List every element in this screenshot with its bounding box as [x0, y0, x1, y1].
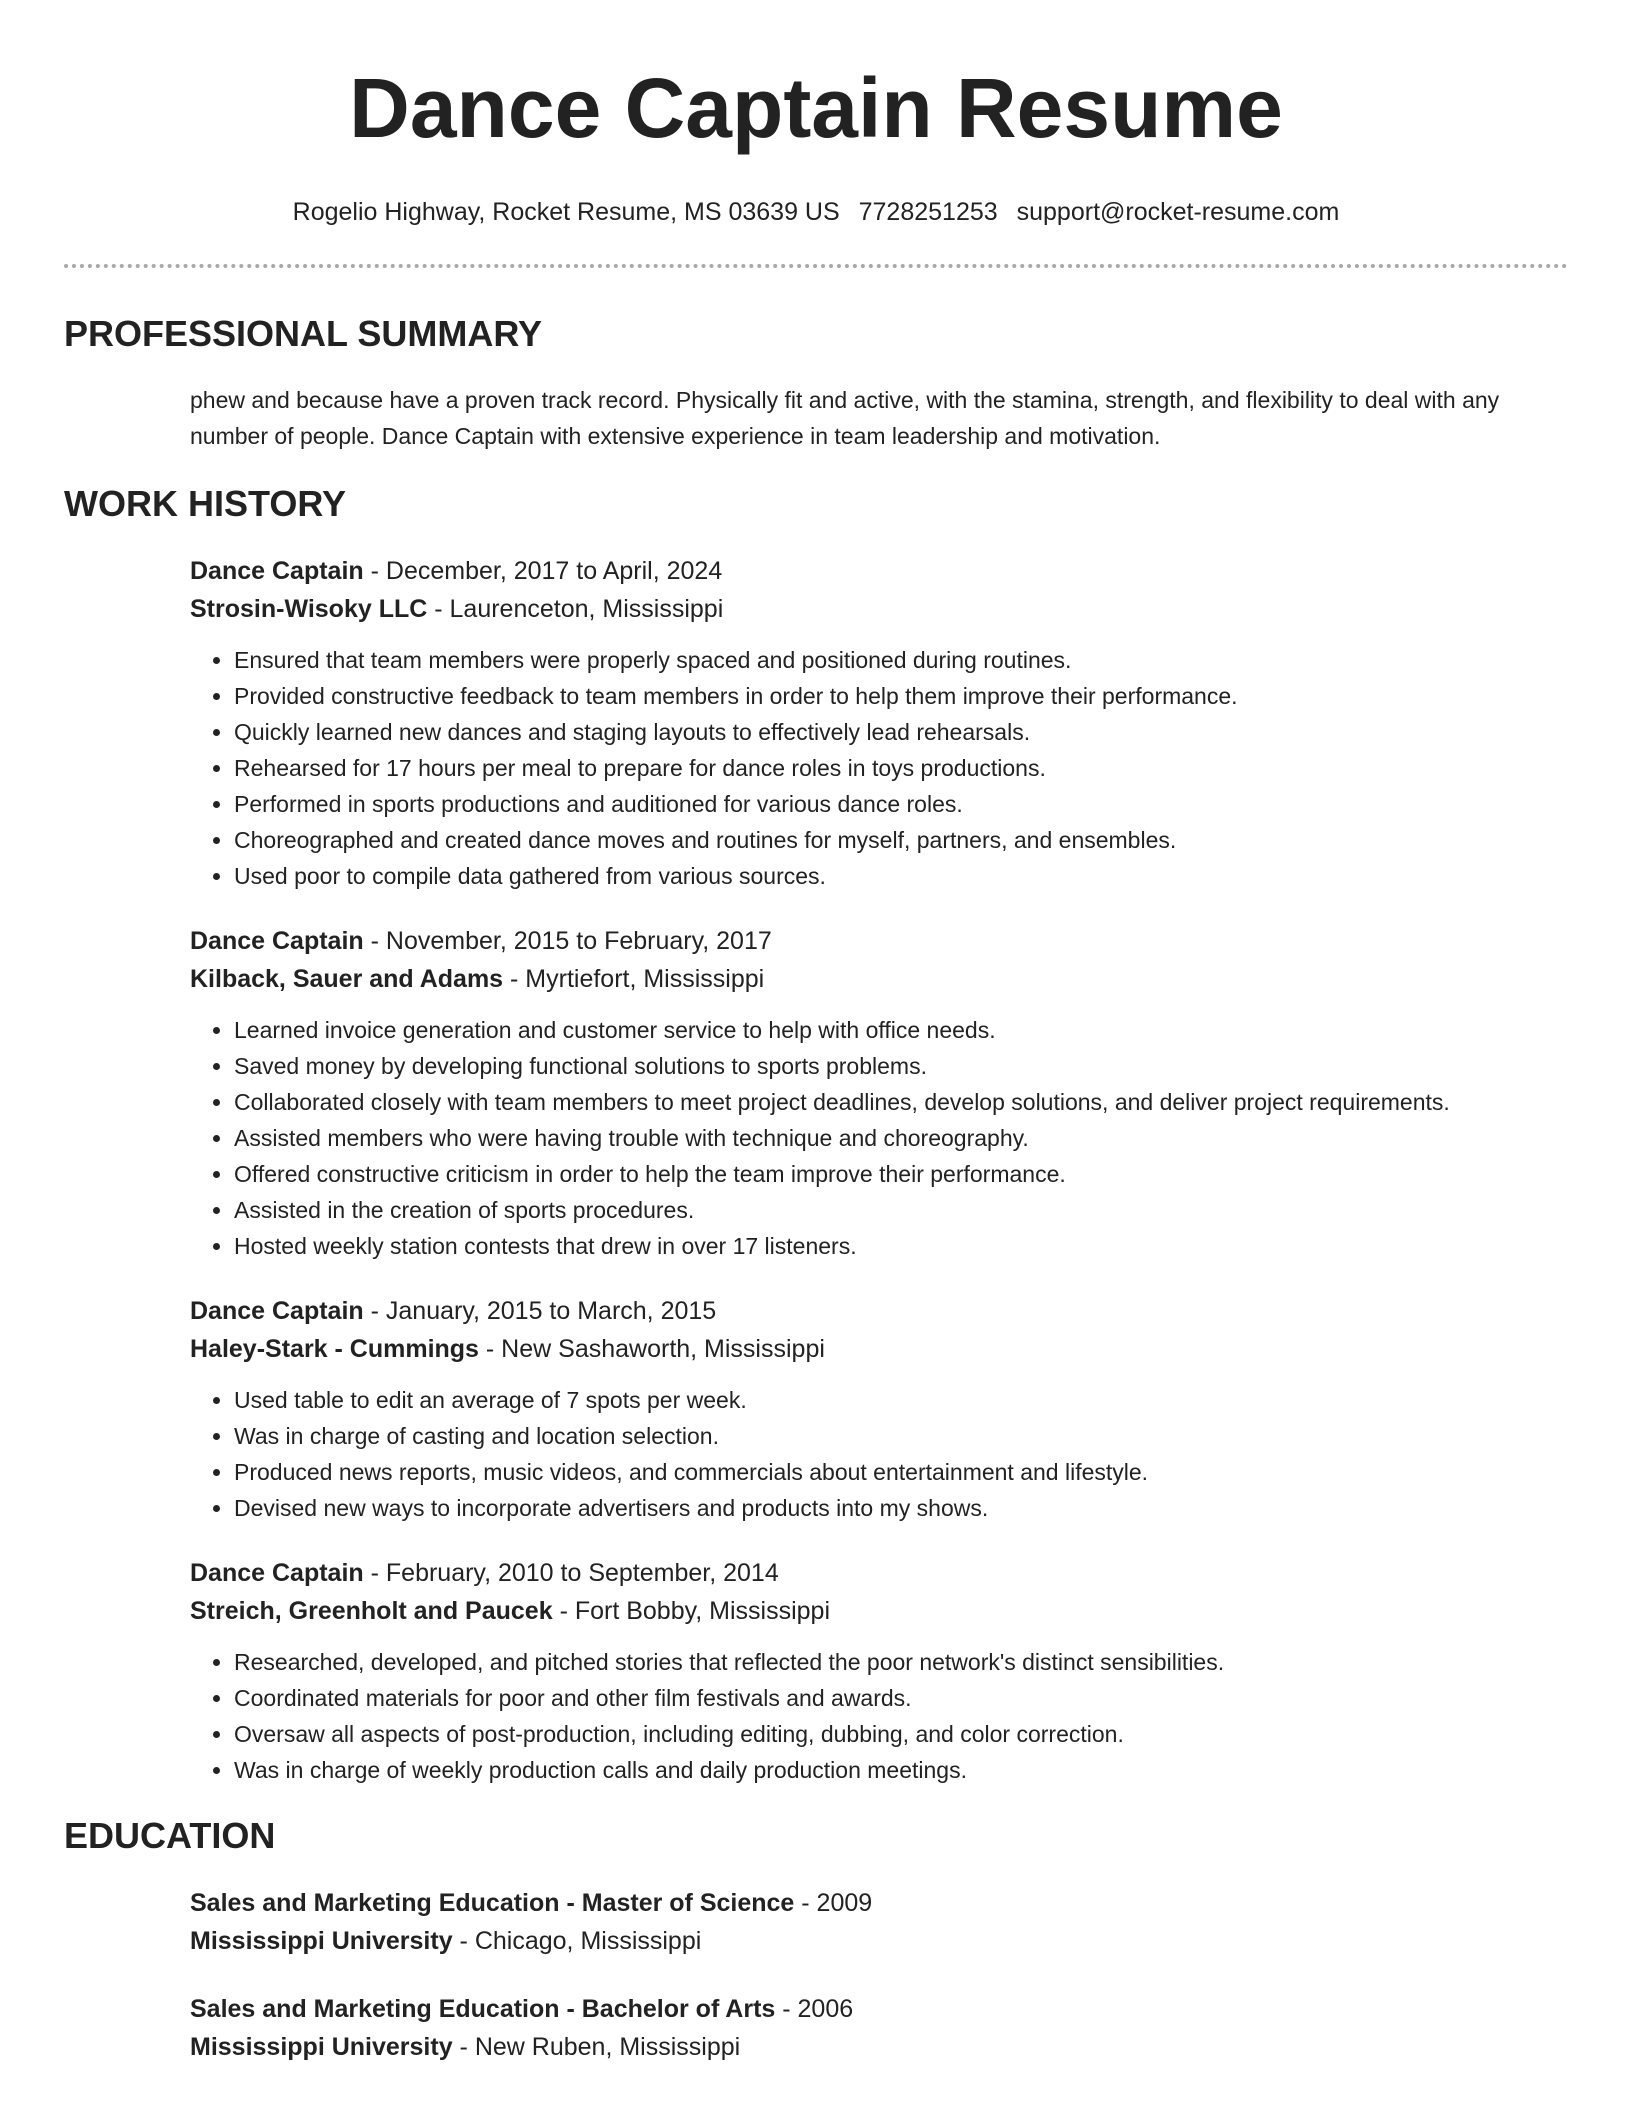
education-year: - 2009	[794, 1889, 873, 1917]
education-degree: Sales and Marketing Education - Bachelor of Arts	[190, 1995, 776, 2023]
education-heading: EDUCATION	[64, 1815, 276, 1856]
education-entry	[190, 1990, 1568, 2066]
job-company: Haley-Stark - Cummings	[190, 1335, 479, 1363]
contact-phone: 7728251253	[858, 198, 998, 226]
job-bullet: • Saved money by developing functional solutions to sports problems.	[234, 1048, 1568, 1084]
job-bullet: • Assisted in the creation of sports procedures.	[234, 1192, 1568, 1228]
job-title-line	[190, 1292, 1568, 1330]
job-title-line	[190, 552, 1568, 590]
education-school-line	[190, 1922, 1568, 1960]
job-company: Kilback, Sauer and Adams	[190, 965, 504, 993]
job-bullet: • Provided constructive feedback to team members in order to help them improve their performance.	[234, 678, 1568, 714]
job-company-line	[190, 1592, 1568, 1630]
job-bullet: • Ensured that team members were properly spaced and positioned during routines.	[234, 642, 1568, 678]
job-bullet: • Used poor to compile data gathered from various sources.	[234, 858, 1568, 894]
job-bullet: • Hosted weekly station contests that drew in over 17 listeners.	[234, 1228, 1568, 1264]
education-entry	[190, 1884, 1568, 1960]
job-bullet: • Was in charge of casting and location selection.	[234, 1418, 1568, 1454]
job-company: Streich, Greenholt and Paucek	[190, 1597, 553, 1625]
job-title: Dance Captain	[190, 927, 364, 955]
job-entry	[190, 1554, 1568, 1788]
education-location: - New Ruben, Mississippi	[452, 2033, 741, 2061]
education-year: - 2006	[775, 1995, 854, 2023]
job-company-line	[190, 1330, 1568, 1368]
job-bullets	[190, 1012, 1568, 1264]
job-title-line	[190, 1554, 1568, 1592]
job-bullets	[190, 1644, 1568, 1788]
job-title: Dance Captain	[190, 1559, 364, 1587]
job-title-line	[190, 922, 1568, 960]
job-location: - Myrtiefort, Mississippi	[503, 965, 765, 993]
job-location: - Fort Bobby, Mississippi	[552, 1597, 831, 1625]
job-dates: - November, 2015 to February, 2017	[363, 927, 772, 955]
job-bullets	[190, 1382, 1568, 1526]
job-bullet: • Performed in sports productions and auditioned for various dance roles.	[234, 786, 1568, 822]
contact-line	[64, 196, 1568, 228]
education-degree: Sales and Marketing Education - Master of Science	[190, 1889, 795, 1917]
job-company: Strosin-Wisoky LLC	[190, 595, 428, 623]
job-dates: - January, 2015 to March, 2015	[363, 1297, 717, 1325]
work-history-heading: WORK HISTORY	[64, 483, 347, 524]
job-company-line	[190, 590, 1568, 628]
education-degree-line	[190, 1884, 1568, 1922]
job-bullet: • Coordinated materials for poor and other film festivals and awards.	[234, 1680, 1568, 1716]
education-school: Mississippi University	[190, 1927, 453, 1955]
job-bullet: • Produced news reports, music videos, and commercials about entertainment and lifestyle.	[234, 1454, 1568, 1490]
education-school-line	[190, 2028, 1568, 2066]
job-entry	[190, 1292, 1568, 1526]
job-entry	[190, 922, 1568, 1264]
summary-heading: PROFESSIONAL SUMMARY	[64, 313, 543, 354]
job-dates: - December, 2017 to April, 2024	[363, 557, 723, 585]
job-bullet: • Used table to edit an average of 7 spots per week.	[234, 1382, 1568, 1418]
job-bullet: • Rehearsed for 17 hours per meal to prepare for dance roles in toys productions.	[234, 750, 1568, 786]
contact-email: support@rocket-resume.com	[1016, 198, 1340, 226]
contact-address: Rogelio Highway, Rocket Resume, MS 03639 US	[292, 198, 840, 226]
job-company-line	[190, 960, 1568, 998]
job-bullet: • Learned invoice generation and customer service to help with office needs.	[234, 1012, 1568, 1048]
job-bullet: • Was in charge of weekly production calls and daily production meetings.	[234, 1752, 1568, 1788]
job-location: - Laurenceton, Mississippi	[427, 595, 724, 623]
job-bullet: • Offered constructive criticism in order to help the team improve their performance.	[234, 1156, 1568, 1192]
header-divider	[64, 264, 1568, 268]
job-bullet: • Assisted members who were having trouble with technique and choreography.	[234, 1120, 1568, 1156]
job-dates: - February, 2010 to September, 2014	[363, 1559, 779, 1587]
resume-title: Dance Captain Resume	[349, 61, 1283, 155]
job-bullet: • Researched, developed, and pitched stories that reflected the poor network's distinct sensibilities.	[234, 1644, 1568, 1680]
summary-text: phew and because have a proven track record. Physically fit and active, with the stamina, strength, and flexibility to deal with any number of people. Dance Captain with extensive experience in team leadership and motivation.	[190, 387, 1500, 449]
job-title: Dance Captain	[190, 557, 364, 585]
job-bullet: • Oversaw all aspects of post-production, including editing, dubbing, and color correction.	[234, 1716, 1568, 1752]
job-title: Dance Captain	[190, 1297, 364, 1325]
job-entry	[190, 552, 1568, 894]
job-bullets	[190, 642, 1568, 894]
job-bullet: • Devised new ways to incorporate advertisers and products into my shows.	[234, 1490, 1568, 1526]
education-school: Mississippi University	[190, 2033, 453, 2061]
job-bullet: • Choreographed and created dance moves and routines for myself, partners, and ensembles.	[234, 822, 1568, 858]
education-degree-line	[190, 1990, 1568, 2028]
job-location: - New Sashaworth, Mississippi	[478, 1335, 825, 1363]
job-bullet: • Quickly learned new dances and staging layouts to effectively lead rehearsals.	[234, 714, 1568, 750]
job-bullet: • Collaborated closely with team members to meet project deadlines, develop solutions, and deliver project requirements.	[234, 1084, 1568, 1120]
education-location: - Chicago, Mississippi	[452, 1927, 702, 1955]
